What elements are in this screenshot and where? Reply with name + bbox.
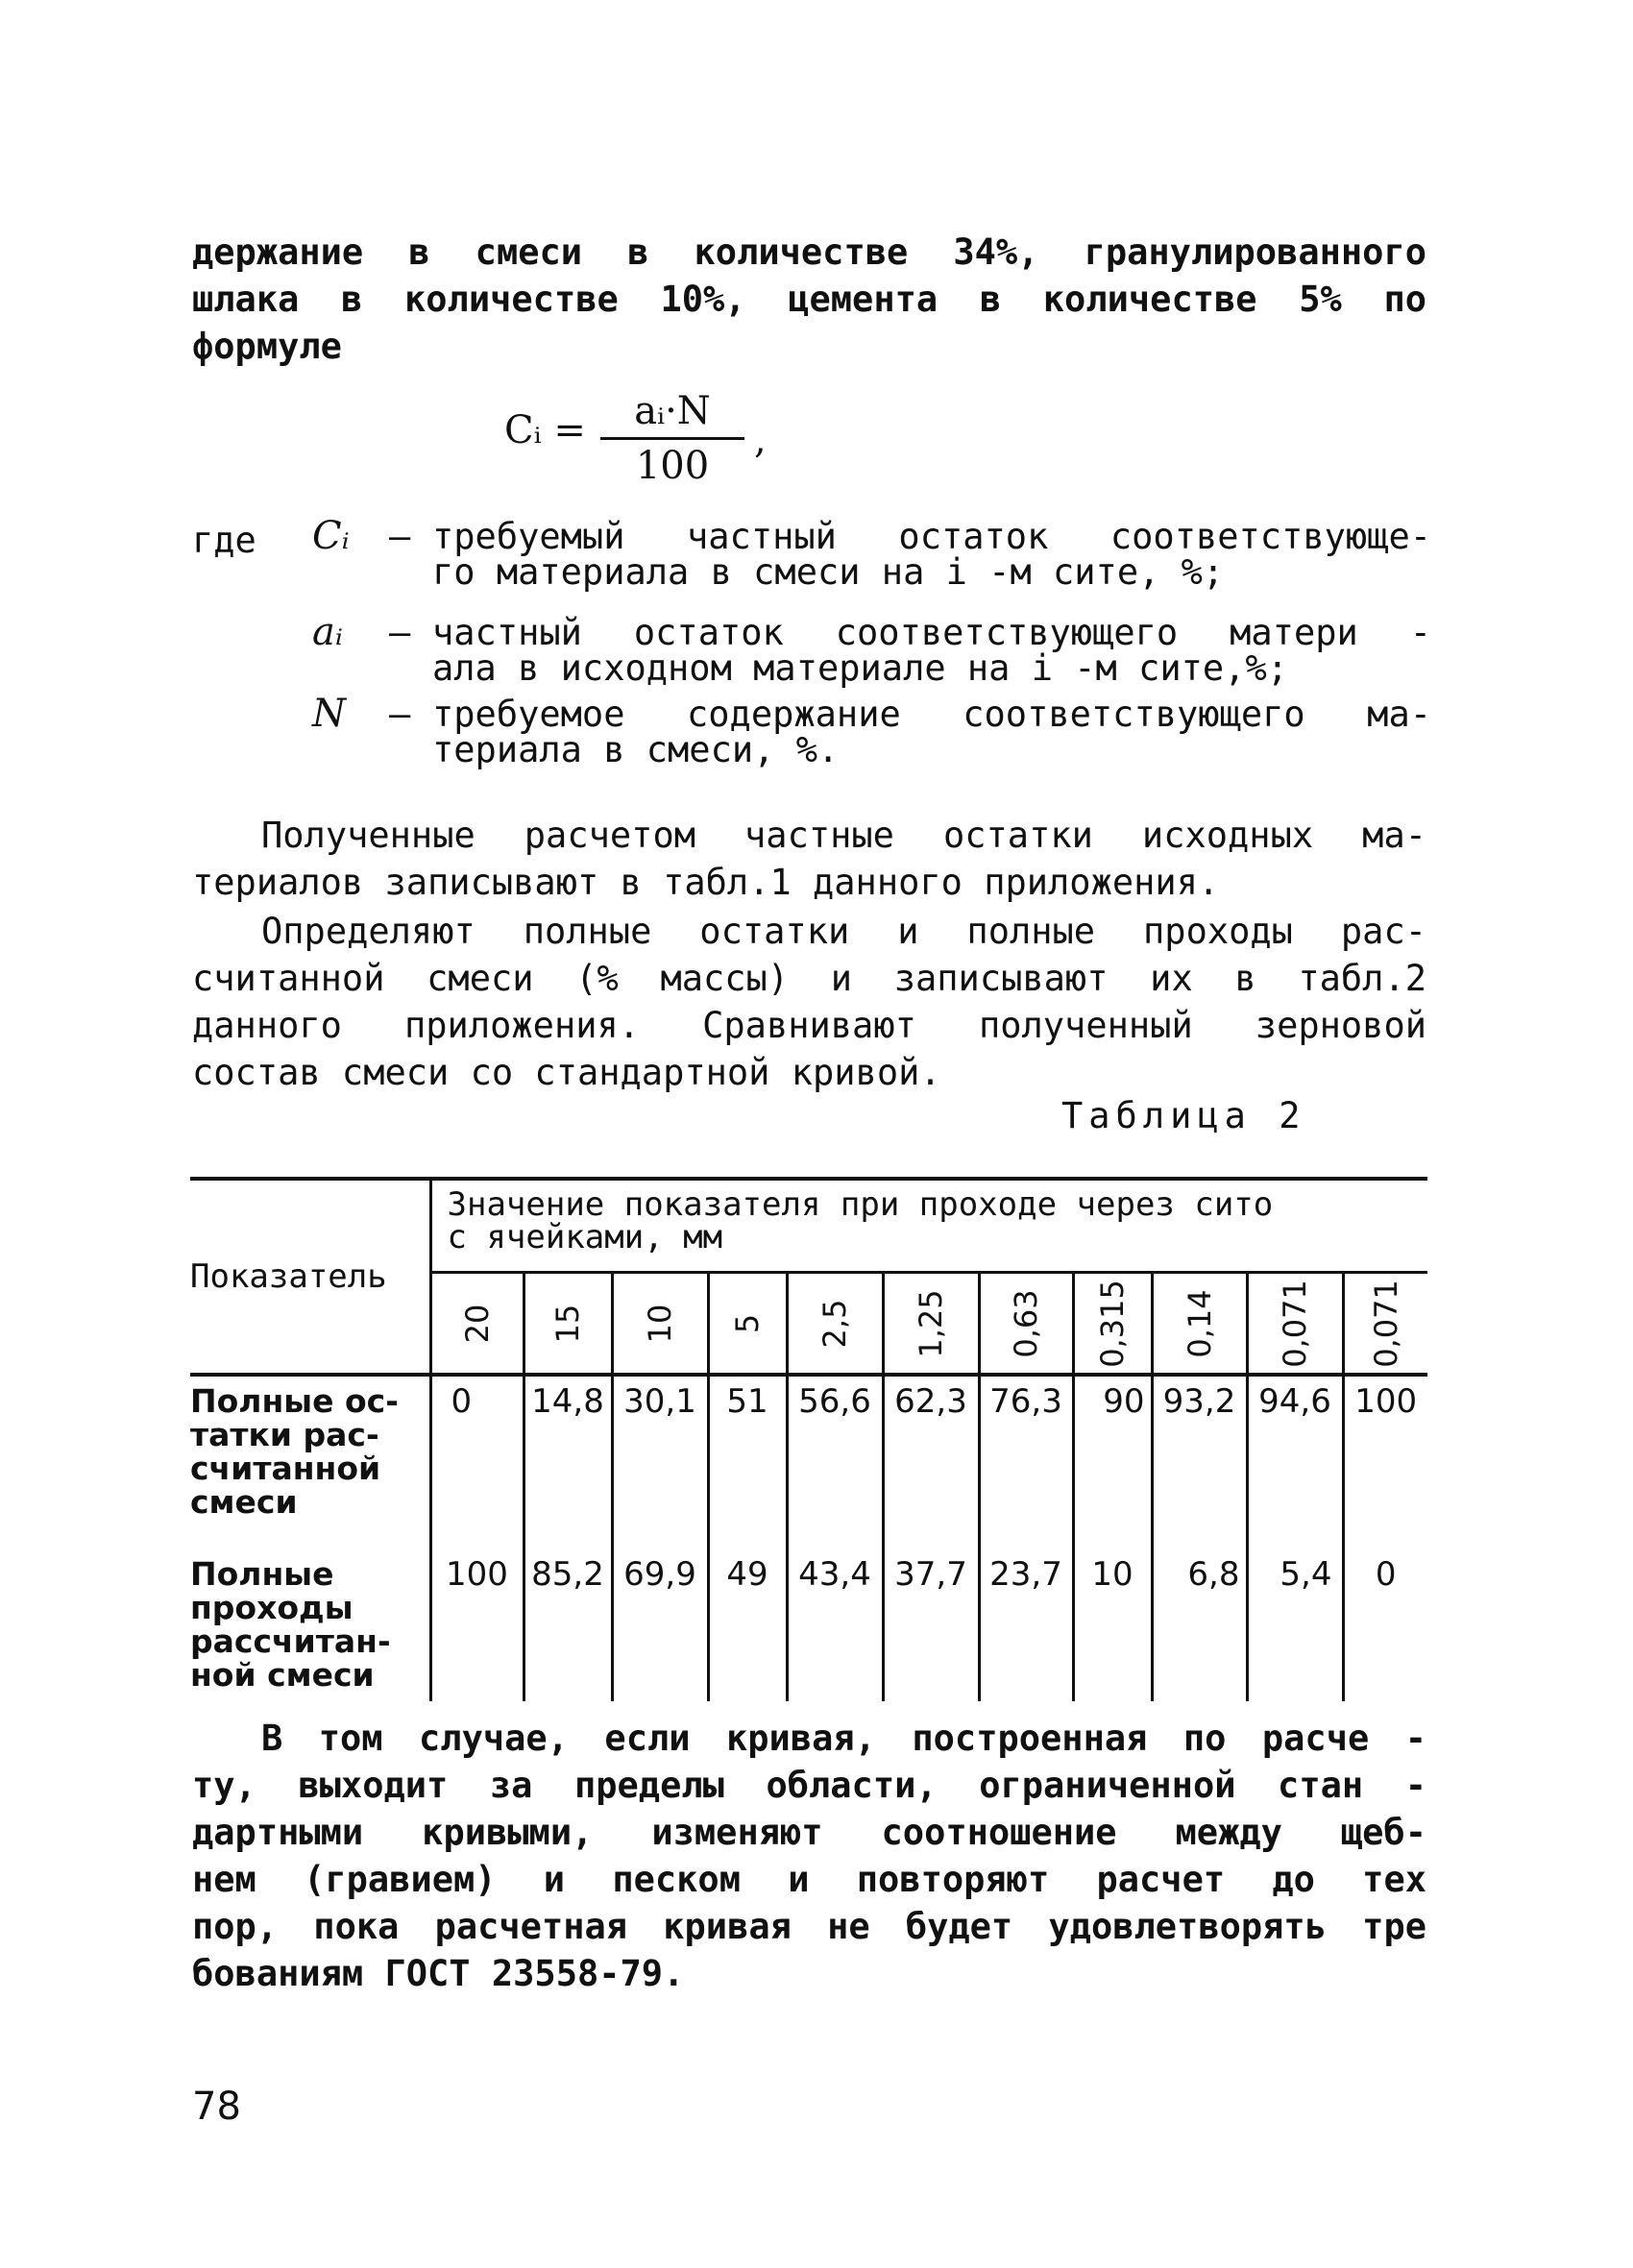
row-label bbox=[190, 1549, 430, 1701]
indicator-header: Показатель bbox=[190, 1179, 430, 1375]
definition-line: требуемое содержание соответствующего ма- bbox=[432, 694, 1431, 735]
table-cell: 100 bbox=[430, 1549, 524, 1701]
definition-dash: – bbox=[389, 516, 411, 557]
sieve-size: 20 bbox=[458, 1304, 496, 1344]
table-cell: 5,4 bbox=[1247, 1549, 1343, 1701]
definition-dash: – bbox=[389, 694, 411, 735]
row-label-line: Полные ос- bbox=[190, 1382, 399, 1420]
sieve-size: 0,14 bbox=[1181, 1289, 1218, 1358]
sieve-size: 0,071 bbox=[1367, 1279, 1404, 1368]
table-cell: 30,1 bbox=[612, 1375, 708, 1549]
definition-dash: – bbox=[389, 612, 411, 653]
sieve-header bbox=[612, 1273, 708, 1375]
row-label-line: считанной bbox=[190, 1450, 381, 1487]
table-row-passes bbox=[190, 1549, 1427, 1701]
table-cell: 56,6 bbox=[787, 1375, 883, 1549]
main-header bbox=[430, 1179, 1427, 1273]
para3-line-2: ту, выходит за пределы области, ограниченной стан - bbox=[192, 1765, 1426, 1806]
sieve-size: 0,63 bbox=[1008, 1289, 1044, 1358]
sieve-table bbox=[190, 1177, 1427, 1701]
definition-symbol: N bbox=[312, 692, 346, 736]
para1-line-2: териалов записывают в табл.1 данного приложения. bbox=[192, 862, 1220, 903]
main-header-line: с ячейками, мм bbox=[447, 1218, 723, 1256]
page-number: 78 bbox=[192, 2085, 241, 2129]
row-label-line: проходы bbox=[190, 1589, 353, 1626]
table-cell: 100 bbox=[1354, 1382, 1418, 1421]
table-cell: 85,2 bbox=[524, 1549, 612, 1701]
para3-line-1: В том случае, если кривая, построенная по расче - bbox=[261, 1718, 1426, 1759]
definition-line: го материала в смеси на i -м сите, %; bbox=[432, 551, 1225, 593]
definition-symbol: aᵢ bbox=[312, 610, 343, 654]
table-cell: 93,2 bbox=[1152, 1375, 1247, 1549]
table-cell: 14,8 bbox=[524, 1375, 612, 1549]
para1-line-1: Полученные расчетом частные остатки исходных ма- bbox=[261, 815, 1426, 856]
sieve-header bbox=[883, 1273, 979, 1375]
formula-denominator: 100 bbox=[635, 444, 710, 488]
sieve-header bbox=[979, 1273, 1073, 1375]
definition-line: териала в смеси, %. bbox=[432, 729, 840, 770]
sieve-size: 5 bbox=[729, 1313, 766, 1333]
formula-lhs: Cᵢ = bbox=[504, 408, 586, 452]
para2-line-2: считанной смеси (% массы) и записывают их в табл.2 bbox=[192, 958, 1426, 999]
table-cell: 0 bbox=[1375, 1555, 1397, 1594]
row-label-line: Полные bbox=[190, 1555, 334, 1593]
para3-line-3: дартными кривыми, изменяют соотношение между щеб- bbox=[192, 1812, 1426, 1853]
para2-line-3: данного приложения. Сравнивают полученный зерновой bbox=[192, 1005, 1426, 1046]
definition-line: требуемый частный остаток соответствующе- bbox=[432, 516, 1431, 557]
para2-line-1: Определяют полные остатки и полные проходы рас- bbox=[261, 911, 1426, 952]
sieve-size: 0,315 bbox=[1094, 1279, 1131, 1368]
para3-line-6: бованиям ГОСТ 23558-79. bbox=[192, 1953, 685, 1994]
row-label-line: татки рас- bbox=[190, 1416, 379, 1453]
sieve-size: 10 bbox=[642, 1304, 678, 1344]
para2-line-4: состав смеси со стандартной кривой. bbox=[192, 1052, 941, 1093]
table-cell: 10 bbox=[1073, 1549, 1152, 1701]
row-label bbox=[190, 1375, 430, 1549]
para3-line-5: пор, пока расчетная кривая не будет удовлетворять тре bbox=[192, 1906, 1426, 1947]
sieve-header bbox=[787, 1273, 883, 1375]
formula-numerator: aᵢ·N bbox=[600, 389, 744, 440]
definition-line: частный остаток соответствующего матери - bbox=[432, 612, 1431, 653]
sieve-header bbox=[1152, 1273, 1247, 1375]
sieve-size: 15 bbox=[549, 1304, 586, 1344]
sieve-header bbox=[1343, 1273, 1427, 1375]
table-cell: 37,7 bbox=[883, 1549, 979, 1701]
table-cell: 94,6 bbox=[1247, 1375, 1343, 1549]
sieve-size: 1,25 bbox=[913, 1289, 949, 1358]
table-cell: 90 bbox=[1073, 1375, 1152, 1549]
formula-comma: , bbox=[754, 418, 767, 462]
sieve-header bbox=[430, 1273, 524, 1375]
main-header-line: Значение показателя при проходе через сито bbox=[447, 1185, 1274, 1224]
sieve-header bbox=[1247, 1273, 1343, 1375]
intro-line-1: держание в смеси в количестве 34%, гранулированного bbox=[192, 232, 1426, 273]
where-label: где bbox=[192, 520, 256, 561]
para3-line-4: нем (гравием) и песком и повторяют расчет до тех bbox=[192, 1859, 1426, 1900]
table-cell: 23,7 bbox=[979, 1549, 1073, 1701]
definition-line: ала в исходном материале на i -м сите,%; bbox=[432, 647, 1289, 689]
row-label-line: рассчитан- bbox=[190, 1622, 391, 1660]
sieve-header bbox=[708, 1273, 787, 1375]
table-cell: 6,8 bbox=[1152, 1549, 1247, 1701]
table-cell: 49 bbox=[708, 1549, 787, 1701]
table-row-residues bbox=[190, 1375, 1427, 1549]
table-cell: 0 bbox=[430, 1375, 524, 1549]
row-label-line: ной смеси bbox=[190, 1656, 375, 1694]
table-cell: 62,3 bbox=[883, 1375, 979, 1549]
sieve-header bbox=[524, 1273, 612, 1375]
row-label-line: смеси bbox=[190, 1483, 298, 1521]
formula-fraction bbox=[600, 389, 744, 488]
table-cell: 51 bbox=[708, 1375, 787, 1549]
sieve-header bbox=[1073, 1273, 1152, 1375]
sieve-size: 0,071 bbox=[1277, 1279, 1313, 1368]
intro-line-3: формуле bbox=[192, 326, 342, 367]
table-cell: 69,9 bbox=[612, 1549, 708, 1701]
sieve-size: 2,5 bbox=[816, 1299, 853, 1349]
table-caption: Таблица 2 bbox=[1061, 1095, 1306, 1136]
intro-line-2: шлака в количестве 10%, цемента в количестве 5% по bbox=[192, 279, 1426, 320]
table-cell: 43,4 bbox=[787, 1549, 883, 1701]
table-cell: 76,3 bbox=[979, 1375, 1073, 1549]
definition-symbol: Cᵢ bbox=[312, 514, 350, 558]
